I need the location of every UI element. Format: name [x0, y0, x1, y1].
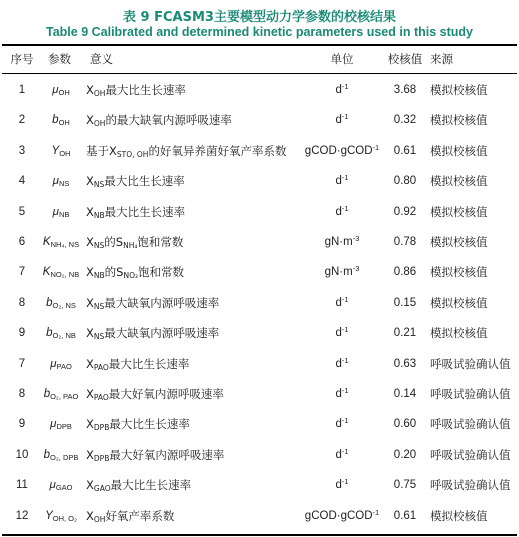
param-symbol	[42, 478, 80, 492]
param-symbol-base: K	[42, 266, 51, 278]
param-symbol	[42, 357, 80, 371]
header-source: 来源	[430, 52, 453, 66]
param-symbol-subscript: NB	[58, 210, 70, 219]
meaning-subscript: NS	[93, 180, 105, 189]
row-number: 10	[15, 449, 29, 461]
unit-exponent: -1	[341, 173, 349, 182]
param-unit	[300, 448, 384, 462]
meaning-subscript: NS	[93, 302, 105, 311]
param-symbol	[42, 417, 80, 431]
unit-exponent: -1	[341, 477, 349, 486]
meaning-subscript: NB	[93, 271, 105, 280]
unit-base: d	[335, 206, 342, 218]
param-meaning	[86, 205, 185, 219]
param-symbol	[42, 387, 80, 401]
meaning-text: X	[86, 113, 94, 127]
param-symbol-base: μ	[52, 206, 59, 218]
param-meaning	[86, 417, 190, 431]
param-symbol-base: b	[43, 388, 51, 400]
param-symbol-base: μ	[52, 84, 59, 96]
unit-base: d	[335, 479, 342, 491]
row-number: 6	[18, 236, 26, 248]
param-symbol	[42, 113, 80, 127]
param-symbol-base: b	[46, 327, 53, 339]
top-rule	[2, 44, 517, 46]
unit-exponent: -3	[352, 264, 360, 273]
param-symbol	[42, 205, 80, 219]
param-unit	[300, 357, 384, 371]
param-source: 呼吸试验确认值	[430, 478, 511, 492]
param-symbol-subscript: OH	[59, 149, 71, 158]
unit-base: d	[335, 175, 342, 187]
unit-base: d	[335, 388, 342, 400]
meaning-text: X	[86, 174, 94, 188]
unit-exponent: -3	[352, 234, 360, 243]
param-source: 模拟校核值	[430, 205, 488, 219]
param-symbol-subscript: NS	[58, 179, 70, 188]
meaning-text: X	[86, 509, 94, 523]
param-value: 0.32	[393, 114, 417, 126]
unit-base: d	[335, 358, 342, 370]
meaning-text: 最大比生长速率	[109, 417, 190, 431]
header-meaning: 意义	[90, 52, 113, 66]
unit-base: gCOD·gCOD	[304, 510, 373, 522]
unit-exponent: -1	[341, 204, 349, 213]
param-unit	[300, 83, 384, 97]
meaning-subscript: NO₂	[123, 271, 138, 280]
param-value: 0.21	[393, 327, 417, 339]
meaning-text: 最大比生长速率	[110, 478, 192, 492]
unit-exponent: -1	[372, 508, 380, 517]
meaning-subscript: DPB	[93, 454, 110, 463]
param-unit	[300, 478, 384, 492]
param-symbol	[42, 83, 80, 97]
header-unit: 单位	[330, 52, 354, 66]
param-unit	[300, 144, 384, 158]
row-number: 11	[16, 479, 28, 491]
param-symbol-base: μ	[50, 358, 57, 370]
meaning-text: X	[86, 205, 94, 219]
param-symbol-base: b	[46, 297, 53, 309]
param-meaning	[86, 448, 224, 462]
meaning-subscript: NB	[93, 211, 105, 220]
unit-base: d	[335, 418, 342, 430]
meaning-text: 饱和常数	[137, 235, 184, 249]
param-symbol	[42, 235, 80, 249]
param-symbol-base: μ	[50, 418, 57, 430]
param-symbol-base: K	[42, 236, 51, 248]
param-symbol-base: μ	[49, 479, 56, 491]
row-number: 8	[18, 388, 26, 400]
param-meaning	[86, 235, 183, 249]
param-meaning	[86, 387, 224, 401]
meaning-text: 最大比生长速率	[105, 83, 186, 97]
unit-base: gN·m	[324, 236, 353, 248]
param-source: 模拟校核值	[430, 235, 488, 249]
param-meaning	[86, 265, 184, 279]
row-number: 1	[18, 84, 26, 96]
param-source: 呼吸试验确认值	[430, 417, 511, 431]
meaning-text: 最大好氧内源呼吸速率	[108, 387, 224, 401]
param-value: 0.61	[393, 145, 417, 157]
meaning-text: 饱和常数	[138, 265, 184, 279]
unit-exponent: -1	[341, 386, 349, 395]
param-value: 0.61	[393, 510, 417, 522]
param-source: 呼吸试验确认值	[430, 357, 511, 371]
param-symbol	[42, 296, 80, 310]
header-no: 序号	[10, 52, 34, 66]
meaning-text: X	[86, 265, 94, 279]
param-meaning	[86, 174, 185, 188]
table-title-en: Table 9 Calibrated and determined kinetic parameters used in this study	[46, 25, 473, 39]
param-unit	[300, 296, 384, 310]
row-number: 9	[18, 327, 26, 339]
row-number: 12	[15, 510, 29, 522]
meaning-text: 的好氧异养菌好氧产率系数	[148, 144, 287, 158]
param-source: 模拟校核值	[430, 144, 488, 158]
row-number: 3	[18, 145, 26, 157]
meaning-text: 最大缺氧内源呼吸速率	[104, 326, 220, 340]
param-value: 0.14	[393, 388, 417, 400]
meaning-subscript: OH	[93, 515, 106, 524]
unit-exponent: -1	[341, 82, 349, 91]
param-meaning	[86, 144, 286, 158]
meaning-subscript: PAO	[93, 393, 109, 402]
param-unit	[300, 387, 384, 401]
meaning-subscript: STO, OH	[116, 150, 149, 159]
param-symbol-subscript: GAO	[55, 483, 73, 492]
unit-exponent: -1	[341, 112, 349, 121]
meaning-text: 的S	[104, 265, 124, 279]
param-symbol-subscript: O₂, NS	[52, 301, 76, 310]
unit-base: d	[335, 327, 342, 339]
meaning-subscript: NH₄	[123, 241, 138, 250]
param-symbol	[42, 509, 80, 523]
meaning-subscript: OH	[93, 119, 106, 128]
unit-base: gN·m	[324, 266, 353, 278]
param-meaning	[86, 83, 186, 97]
param-meaning	[86, 113, 232, 127]
param-symbol-subscript: PAO	[56, 362, 72, 371]
param-symbol-base: μ	[52, 175, 59, 187]
param-unit	[300, 205, 384, 219]
meaning-text: 的最大缺氧内源呼吸速率	[105, 113, 232, 127]
meaning-text: X	[86, 83, 94, 97]
param-value: 0.15	[393, 297, 417, 309]
param-symbol-subscript: OH	[58, 88, 70, 97]
param-value: 0.92	[393, 206, 417, 218]
param-meaning	[86, 357, 189, 371]
param-source: 模拟校核值	[430, 113, 488, 127]
param-source: 模拟校核值	[430, 83, 488, 97]
param-source: 模拟校核值	[430, 326, 488, 340]
unit-exponent: -1	[341, 356, 349, 365]
param-symbol-subscript: OH, O₂	[52, 514, 77, 523]
row-number: 5	[18, 206, 26, 218]
param-unit	[300, 113, 384, 127]
param-source: 呼吸试验确认值	[430, 448, 511, 462]
param-symbol	[42, 448, 80, 462]
param-source: 模拟校核值	[430, 174, 488, 188]
unit-exponent: -1	[341, 416, 349, 425]
meaning-text: X	[86, 417, 94, 431]
param-symbol-subscript: O₂, NB	[52, 331, 76, 340]
meaning-text: X	[86, 448, 94, 462]
param-symbol-subscript: NH₄, NS	[50, 240, 80, 249]
param-unit	[300, 417, 384, 431]
param-unit	[300, 326, 384, 340]
param-meaning	[86, 478, 191, 492]
param-symbol-subscript: O₂, PAO	[50, 392, 79, 401]
meaning-text: 最大缺氧内源呼吸速率	[104, 296, 220, 310]
param-symbol-subscript: NO₂, NB	[50, 270, 80, 279]
row-number: 9	[18, 418, 26, 430]
param-meaning	[86, 509, 174, 523]
param-value: 0.63	[393, 358, 417, 370]
meaning-text: 最大比生长速率	[108, 357, 190, 371]
meaning-text: 的S	[104, 235, 124, 249]
param-symbol-subscript: OH	[58, 118, 70, 127]
param-symbol-base: b	[43, 449, 51, 461]
meaning-text: X	[86, 478, 94, 492]
meaning-text: X	[86, 326, 94, 340]
param-symbol	[42, 326, 80, 340]
unit-exponent: -1	[372, 143, 380, 152]
param-meaning	[86, 326, 219, 340]
meaning-text: 基于X	[86, 144, 117, 158]
table-title-cn: 表 9 FCASM3主要模型动力学参数的校核结果	[123, 10, 396, 25]
meaning-subscript: NS	[93, 332, 105, 341]
unit-exponent: -1	[341, 325, 349, 334]
param-value: 0.86	[393, 266, 417, 278]
meaning-text: 最大比生长速率	[104, 174, 185, 188]
row-number: 8	[18, 297, 26, 309]
meaning-subscript: PAO	[93, 363, 109, 372]
param-unit	[300, 235, 384, 249]
row-number: 4	[18, 175, 26, 187]
param-value: 0.60	[393, 418, 417, 430]
header-param: 参数	[48, 52, 71, 66]
meaning-text: 好氧产率系数	[105, 509, 175, 523]
row-number: 7	[18, 266, 26, 278]
meaning-subscript: OH	[93, 89, 106, 98]
meaning-subscript: GAO	[93, 484, 111, 493]
header-value: 校核值	[387, 52, 423, 66]
meaning-text: 最大好氧内源呼吸速率	[109, 448, 225, 462]
param-value: 0.20	[393, 449, 417, 461]
unit-base: d	[335, 114, 342, 126]
param-source: 呼吸试验确认值	[430, 387, 511, 401]
param-source: 模拟校核值	[430, 509, 488, 523]
param-unit	[300, 509, 384, 523]
param-source: 模拟校核值	[430, 296, 488, 310]
param-meaning	[86, 296, 219, 310]
unit-base: d	[335, 449, 342, 461]
param-symbol-subscript: O₂, DPB	[50, 453, 79, 462]
unit-base: d	[335, 297, 342, 309]
unit-base: gCOD·gCOD	[304, 145, 373, 157]
meaning-text: X	[86, 387, 94, 401]
meaning-subscript: DPB	[93, 423, 110, 432]
param-value: 0.78	[393, 236, 417, 248]
param-value: 0.80	[393, 175, 417, 187]
meaning-text: 最大比生长速率	[104, 205, 186, 219]
unit-base: d	[335, 84, 342, 96]
row-number: 7	[18, 358, 26, 370]
param-symbol-base: Y	[45, 510, 53, 522]
param-source: 模拟校核值	[430, 265, 488, 279]
param-value: 0.75	[393, 479, 417, 491]
param-value: 3.68	[393, 84, 417, 96]
meaning-text: X	[86, 357, 94, 371]
row-number: 2	[18, 114, 26, 126]
meaning-subscript: NS	[93, 241, 105, 250]
param-symbol-subscript: DPB	[56, 422, 72, 431]
bottom-rule	[2, 534, 517, 536]
unit-exponent: -1	[341, 447, 349, 456]
param-symbol-base: b	[52, 114, 59, 126]
unit-exponent: -1	[341, 295, 349, 304]
param-symbol	[42, 265, 80, 279]
meaning-text: X	[86, 235, 94, 249]
meaning-text: X	[86, 296, 94, 310]
param-symbol	[42, 174, 80, 188]
param-symbol	[42, 144, 80, 158]
param-unit	[300, 174, 384, 188]
param-unit	[300, 265, 384, 279]
param-symbol-base: Y	[51, 145, 60, 157]
header-rule	[2, 73, 517, 74]
